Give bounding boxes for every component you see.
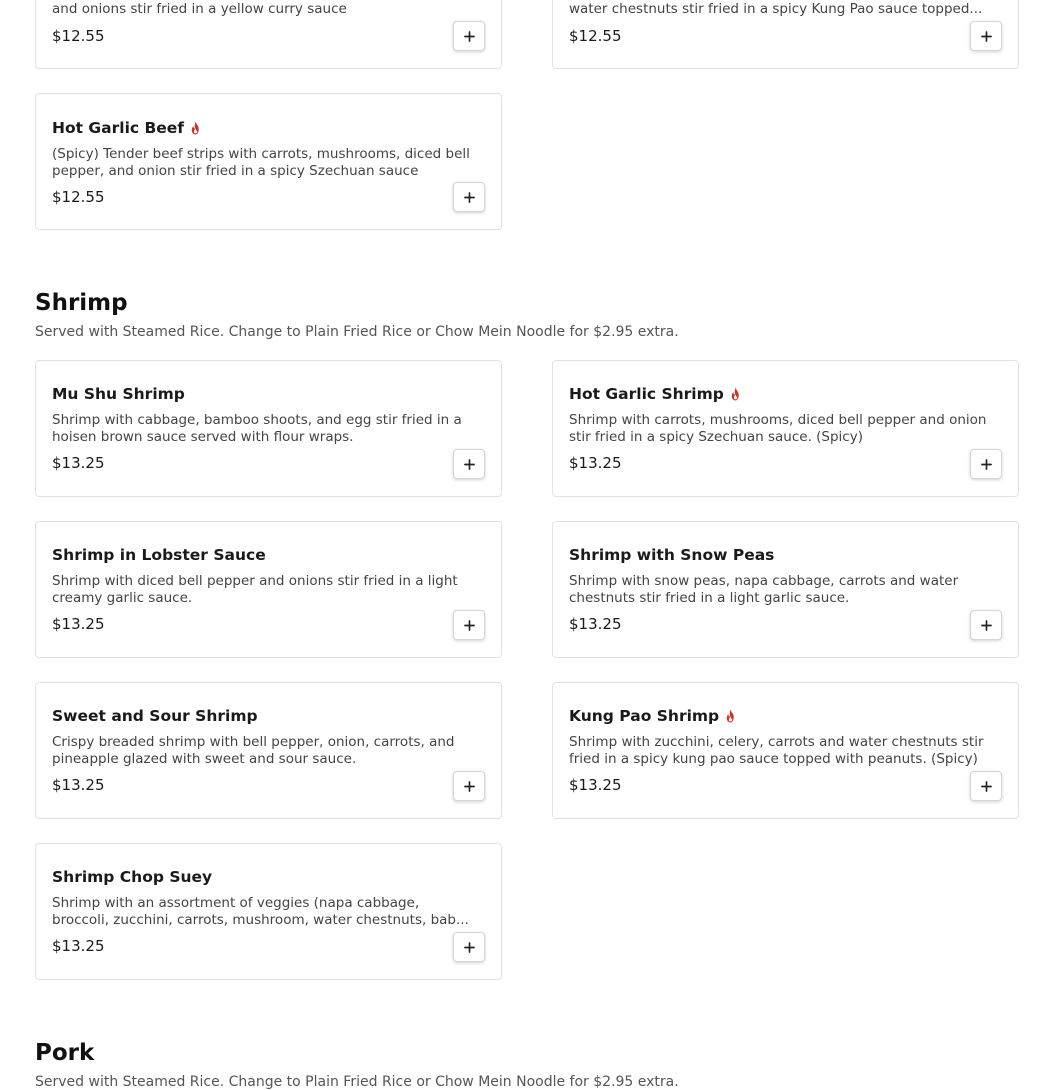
item-price: $13.25 [52, 454, 105, 472]
add-to-cart-button[interactable] [970, 610, 1002, 640]
item-description: (Spicy) Tender beef strips with carrots, mushrooms, diced bell pepper, and onion stir fried in a spicy Szechuan sauce [52, 146, 470, 179]
plus-icon [464, 31, 475, 42]
section-subtitle-pork: Served with Steamed Rice. Change to Plain Fried Rice or Chow Mein Noodle for $2.95 extra. [35, 1074, 679, 1090]
item-price: $13.25 [52, 776, 105, 794]
item-description: Shrimp with snow peas, napa cabbage, carrots and water chestnuts stir fried in a light garlic sauce. [569, 573, 959, 606]
add-to-cart-button[interactable] [970, 449, 1002, 479]
item-title: Shrimp Chop Suey [52, 868, 213, 886]
add-to-cart-button[interactable] [453, 932, 485, 962]
plus-icon [981, 31, 992, 42]
item-price: $12.55 [569, 27, 622, 45]
item-description: and onions stir fried in a yellow curry sauce [52, 1, 347, 17]
item-title: Hot Garlic Beef [52, 119, 185, 137]
menu-item-card[interactable] [35, 843, 502, 980]
item-title: Kung Pao Shrimp [569, 707, 720, 725]
plus-icon [464, 942, 475, 953]
menu-item-card[interactable] [552, 0, 1019, 69]
item-title: Shrimp in Lobster Sauce [52, 546, 266, 564]
spicy-flame-icon [189, 121, 202, 135]
item-description: Shrimp with zucchini, celery, carrots and water chestnuts stir fried in a spicy kung pao sauce topped with peanuts. (Spicy) [569, 734, 984, 767]
spicy-flame-icon [724, 709, 737, 723]
menu-item-card[interactable] [35, 93, 502, 230]
add-to-cart-button[interactable] [453, 449, 485, 479]
item-price: $12.55 [52, 188, 105, 206]
item-price: $13.25 [569, 776, 622, 794]
add-to-cart-button[interactable] [453, 182, 485, 212]
menu-item-card[interactable] [35, 0, 502, 69]
plus-icon [464, 620, 475, 631]
item-price: $13.25 [569, 615, 622, 633]
add-to-cart-button[interactable] [453, 771, 485, 801]
plus-icon [981, 781, 992, 792]
item-price: $13.25 [52, 615, 105, 633]
item-description: water chestnuts stir fried in a spicy Kung Pao sauce topped... [569, 1, 983, 17]
item-title: Hot Garlic Shrimp [569, 385, 724, 403]
item-title: Sweet and Sour Shrimp [52, 707, 258, 725]
add-to-cart-button[interactable] [970, 771, 1002, 801]
item-price: $13.25 [569, 454, 622, 472]
item-description: Shrimp with diced bell pepper and onions stir fried in a light creamy garlic sauce. [52, 573, 458, 606]
item-title: Shrimp with Snow Peas [569, 546, 775, 564]
item-description: Shrimp with cabbage, bamboo shoots, and egg stir fried in a hoisen brown sauce served with flour wraps. [52, 412, 462, 445]
section-title-shrimp: Shrimp [35, 290, 128, 316]
menu-item-card[interactable] [552, 360, 1019, 497]
section-title-pork: Pork [35, 1040, 95, 1066]
add-to-cart-button[interactable] [970, 21, 1002, 51]
item-price: $12.55 [52, 27, 105, 45]
item-description: Shrimp with an assortment of veggies (napa cabbage, broccoli, zucchini, carrots, mushroom, water chestnuts, bab... [52, 895, 469, 928]
plus-icon [981, 620, 992, 631]
plus-icon [464, 459, 475, 470]
add-to-cart-button[interactable] [453, 610, 485, 640]
plus-icon [464, 781, 475, 792]
menu-item-card[interactable] [552, 521, 1019, 658]
item-price: $13.25 [52, 937, 105, 955]
add-to-cart-button[interactable] [453, 21, 485, 51]
menu-item-card[interactable] [35, 360, 502, 497]
menu-item-card[interactable] [35, 521, 502, 658]
plus-icon [464, 192, 475, 203]
section-subtitle-shrimp: Served with Steamed Rice. Change to Plain Fried Rice or Chow Mein Noodle for $2.95 extra. [35, 324, 679, 340]
item-description: Crispy breaded shrimp with bell pepper, onion, carrots, and pineapple glazed with sweet and sour sauce. [52, 734, 455, 767]
item-description: Shrimp with carrots, mushrooms, diced bell pepper and onion stir fried in a spicy Szechuan sauce. (Spicy) [569, 412, 987, 445]
menu-item-card[interactable] [552, 682, 1019, 819]
item-title: Mu Shu Shrimp [52, 385, 185, 403]
spicy-flame-icon [729, 387, 742, 401]
plus-icon [981, 459, 992, 470]
menu-item-card[interactable] [35, 682, 502, 819]
